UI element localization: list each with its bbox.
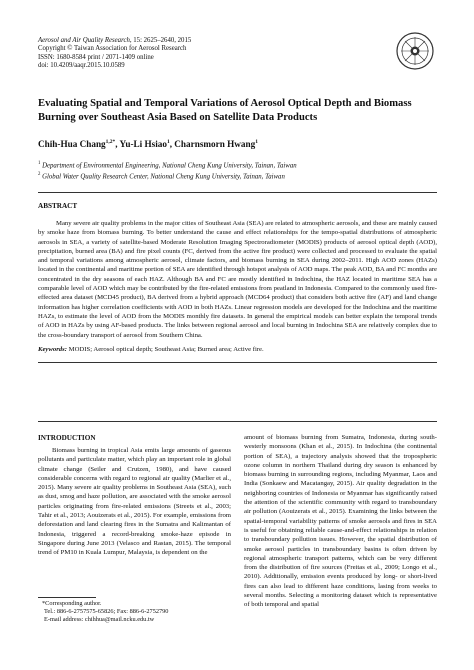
journal-doi: doi: 10.4209/aaqr.2015.10.0589: [38, 62, 125, 70]
affiliation-2: $^2$ Global Water Quality Research Center, National Cheng Kung University, Tainan, Taiwan: [38, 172, 285, 181]
footnote-email[interactable]: E-mail address: chihhua@mail.ncku.edu.tw: [44, 616, 155, 624]
journal-header: [38, 37, 338, 71]
introduction-heading: INTRODUCTION: [38, 434, 96, 442]
introduction-right-column: amount of biomass burning from Sumatra, Indonesia, during south-westerly monsoons (Khan et al., 2015). In Indochina (the continental portion of SEA), a trajectory analysis showed that the tropospheric ozone column in northern Thailand during dry season is enhanced by biomass burning in surrounding regions, including Myanmar, Laos and India (Sonkaew and Macatangay, 2015). Air quality degradation in the neighboring countries of Indonesia or Myanmar has significantly raised the attention of the scientific community with regard to transboundary air pollution (Aouizerats et al., 2015). Examining the links between the spatial-temporal variability patterns of smoke aerosols and fires in SEA is useful for obtaining reliable cause-and-effect relationships in relation to transboundary pollution issues. However, the spatial distribution of smoke aerosol particles in transboundary basins is often driven by regional atmospheric transport patterns, which can be very different from the distribution of fire sources (Freitas et al., 2009; Longo et al., 2010). Additionally, emission events produced by long- or short-lived fires can also lead to different haze conditions, lasing from weeks to several months. Selecting a monitoring dataset which is representative of both temporal and spatial: [244, 434, 437, 609]
journal-issn: ISSN: 1680-8584 print / 2071-1409 online: [38, 53, 154, 61]
author-3: Charnsmorn Hwang$^1$: [174, 139, 258, 150]
footnote-corresponding: *Corresponding author.: [42, 600, 102, 607]
author-list: [38, 139, 258, 149]
keywords-line: [38, 346, 437, 353]
divider: [38, 362, 437, 363]
abstract-heading: ABSTRACT: [38, 202, 78, 210]
corresponding-author-footnote: [38, 600, 231, 625]
abstract-text: Many severe air quality problems in the major cities of Southeast Asia (SEA) are related to atmospheric aerosols, and these are mainly caused by smoke haze from biomass burning. To better understand the cause and effect relationships for the tempo-spatial distributions of atmospheric aerosols in SEA, a variety of satellite-based Moderate Resolution Imaging Spectroradiometer (MODIS) products of aerosol optical depth (AOD), precipitation, burned area (BA) and fire pixel counts (FC, derived from the active fire product) were collected and processed to evaluate the spatial and temporal variations among atmospheric aerosol, climate factors, and biomass burning in SEA during 2002–2011. High AOD zones (HAZs) located in the continental and maritime portion of SEA are identified through hotspot analysis of AOD maps. The peak AOD, BA and FC months are concentrated in the dry seasons of each HAZ. Although BA and FC are mostly identified in Indochina, the HAZ located in maritime SEA has a comparable level of AOD which may be contributed by the fire-related emissions from peatland in Indonesia. Compared to the commonly used fire-effected area dataset (MCD45 product), BA derived from a hybrid approach (MCD64 product) that considers both active fire (AF) and land change information has higher correlation coefficients with AOD in both HAZs. Linear regression models are developed for the Indochina and the maritime HAZs, to estimate the level of AOD from the MODIS monthly fire datasets. In general the empirical models can better explain the temporal trends of AOD in HAZs by using AF-based products. The links between regional aerosol and local burning in Indochina SEA are relatively complex due to the cross-boundary transport of aerosol from Southern China.: [38, 220, 437, 339]
keywords-label: Keywords:: [38, 346, 67, 353]
journal-citation: [38, 37, 338, 45]
affiliation-1: $^1$ Department of Environmental Engineering, National Cheng Kung University, Tainan, Taiwan: [38, 161, 297, 170]
journal-copyright: Copyright © Taiwan Association for Aerosol Research: [38, 45, 187, 53]
footnote-divider: [38, 597, 96, 598]
author-2: Yu-Li Hsiao$^1$,: [119, 139, 175, 150]
divider: [38, 192, 437, 193]
footnote-phone: Tel.: 886-6-2757575-65826; Fax: 886-6-2752790: [44, 608, 169, 616]
paper-title: Evaluating Spatial and Temporal Variations of Aerosol Optical Depth and Biomass Burning over Southeast Asia Based on Satellite Data Products: [38, 98, 412, 123]
journal-name: Aerosol and Air Quality Research: [38, 37, 130, 44]
journal-logo-icon: [395, 31, 435, 71]
affiliations: [38, 159, 438, 182]
divider: [38, 421, 437, 422]
journal-volume-pages: , 15: 2625–2640, 2015: [129, 37, 192, 44]
author-1: Chih-Hua Chang$^{1,2*}$,: [38, 139, 120, 150]
introduction-left-column: Biomass burning in tropical Asia emits large amounts of gaseous pollutants and particulate matter, which play an important role in global climate change (Seiler and Crutzen, 1980), and have caused considerable concerns with regard to regional air quality (Marlier et al., 2015). Many severe air quality problems in Southeast Asia (SEA), such as dust, smog and haze pollution, are associated with the smoke aerosol particles originating from fire-related emissions (Streets et al., 2003; Tahir et al., 2013; Aouizerats et al., 2015). For example, emissions from deforestation and land clearing fires in the Sumatra and Kalimantan of Indonesia, triggered a record-breaking smoke-haze episode in Singapore during June 2013 (Velasco and Rastan, 2015). The temporal trend of PM10 in Kuala Lumpur, Malaysia, is dependent on the: [38, 447, 231, 557]
keywords-list: MODIS; Aerosol optical depth; Southeast Asia; Burned area; Active fire.: [66, 346, 264, 353]
